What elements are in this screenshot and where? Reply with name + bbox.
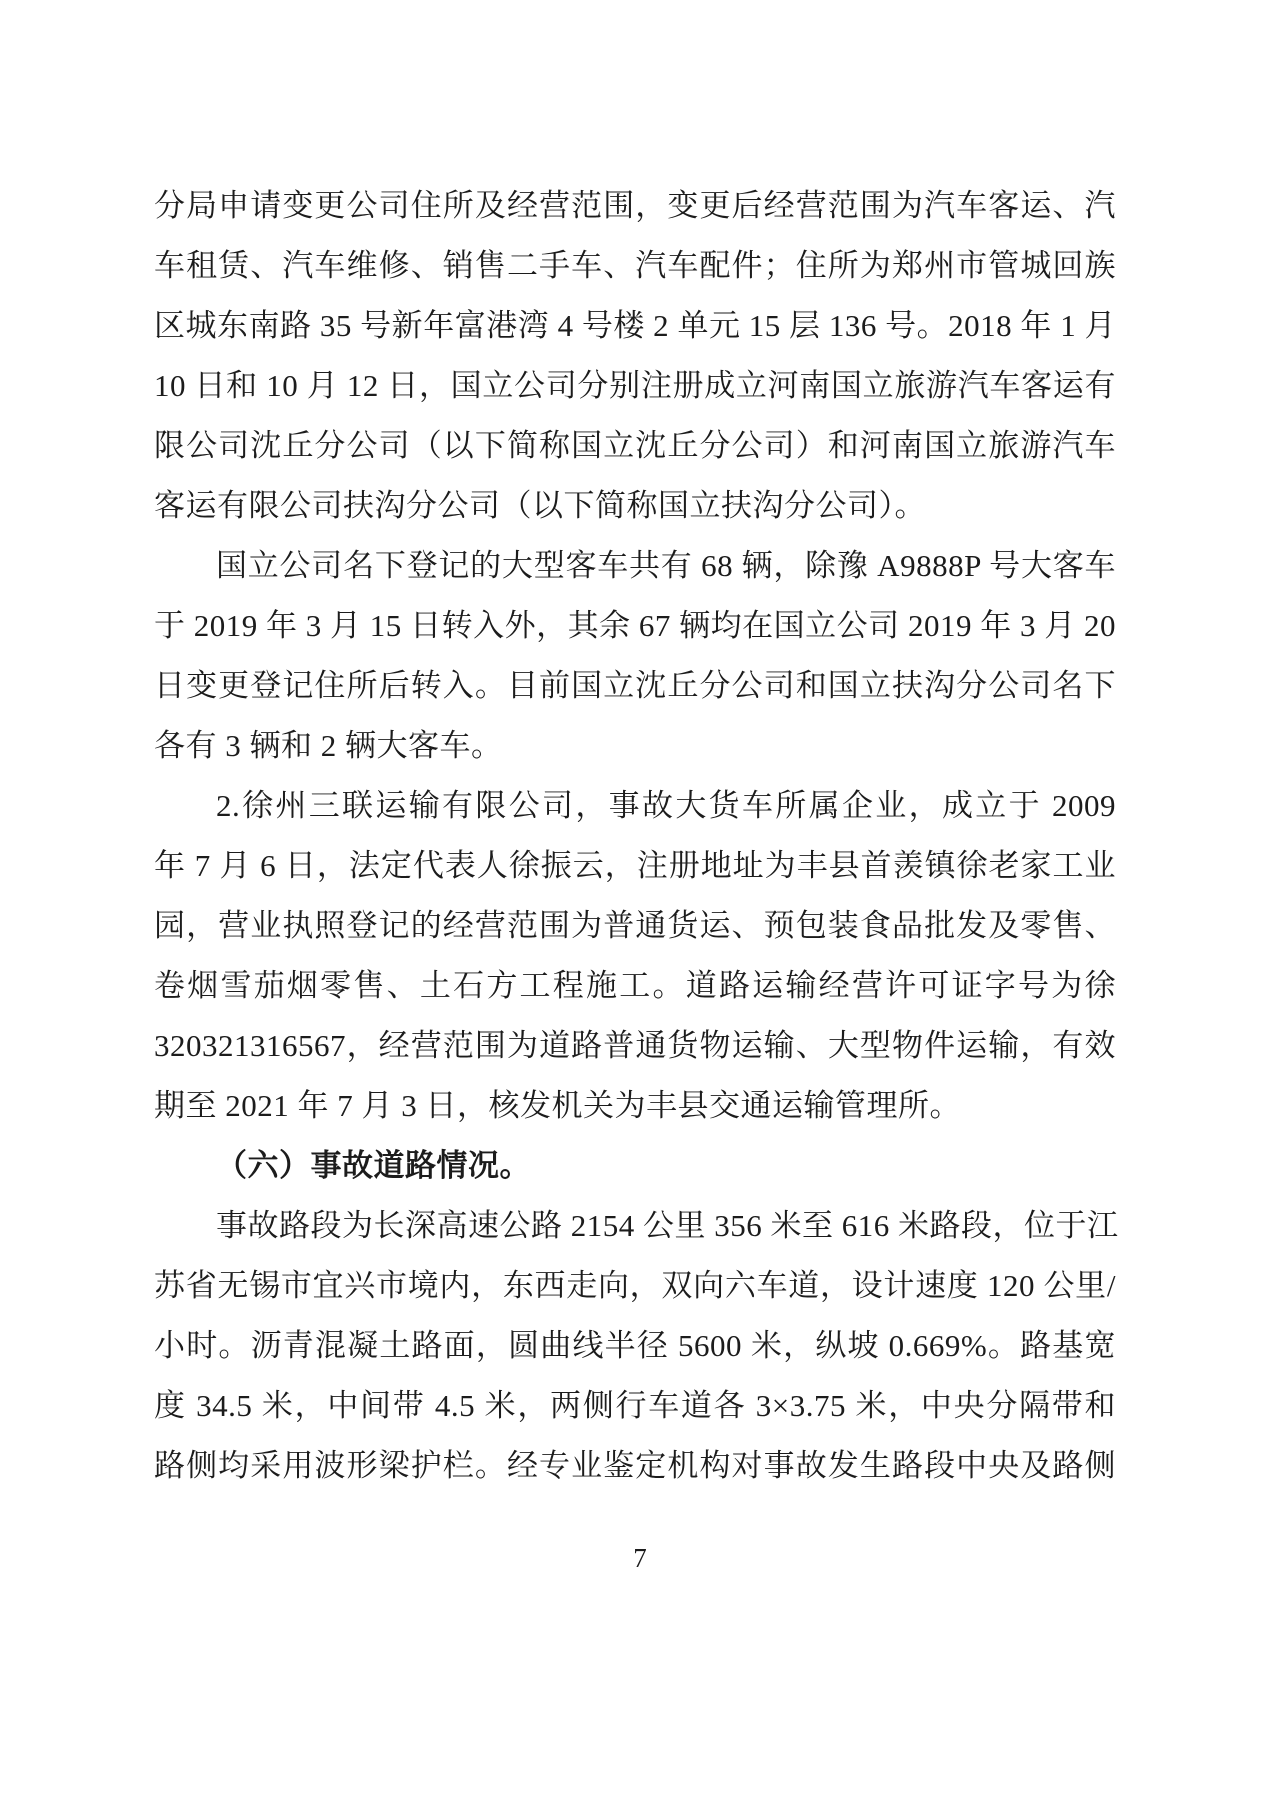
document-line: 区城东南路 35 号新年富港湾 4 号楼 2 单元 15 层 136 号。2018 年 1 月 — [154, 308, 1116, 343]
document-line: 各有 3 辆和 2 辆大客车。 — [154, 728, 503, 763]
document-line: 小时。沥青混凝土路面，圆曲线半径 5600 米，纵坡 0.669%。路基宽 — [154, 1328, 1116, 1363]
document-line: 日变更登记住所后转入。目前国立沈丘分公司和国立扶沟分公司名下 — [154, 668, 1116, 703]
document-body — [154, 176, 1119, 1496]
document-line: 园，营业执照登记的经营范围为普通货运、预包装食品批发及零售、 — [154, 908, 1116, 943]
document-line: 10 日和 10 月 12 日，国立公司分别注册成立河南国立旅游汽车客运有 — [154, 368, 1116, 403]
document-line: 苏省无锡市宜兴市境内，东西走向，双向六车道，设计速度 120 公里/ — [154, 1268, 1116, 1303]
document-line: 期至 2021 年 7 月 3 日，核发机关为丰县交通运输管理所。 — [154, 1088, 961, 1123]
document-line: 于 2019 年 3 月 15 日转入外，其余 67 辆均在国立公司 2019 年 3 月 20 — [154, 608, 1116, 643]
document-line: 卷烟雪茄烟零售、土石方工程施工。道路运输经营许可证字号为徐 — [154, 968, 1116, 1003]
document-line: 2.徐州三联运输有限公司，事故大货车所属企业，成立于 2009 — [216, 788, 1116, 823]
page-number: 7 — [633, 1543, 647, 1573]
document-line: 车租赁、汽车维修、销售二手车、汽车配件；住所为郑州市管城回族 — [154, 248, 1116, 283]
document-line: 国立公司名下登记的大型客车共有 68 辆，除豫 A9888P 号大客车 — [216, 548, 1116, 583]
document-line: 限公司沈丘分公司（以下简称国立沈丘分公司）和河南国立旅游汽车 — [154, 428, 1116, 463]
document-line: 路侧均采用波形梁护栏。经专业鉴定机构对事故发生路段中央及路侧 — [154, 1448, 1116, 1483]
section-heading: （六）事故道路情况。 — [216, 1148, 531, 1183]
document-line: 事故路段为长深高速公路 2154 公里 356 米至 616 米路段，位于江 — [216, 1208, 1119, 1243]
document-line: 320321316567，经营范围为道路普通货物运输、大型物件运输，有效 — [154, 1028, 1116, 1063]
document-line: 分局申请变更公司住所及经营范围，变更后经营范围为汽车客运、汽 — [154, 188, 1116, 223]
document-line: 年 7 月 6 日，法定代表人徐振云，注册地址为丰县首羡镇徐老家工业 — [154, 848, 1116, 883]
document-line: 客运有限公司扶沟分公司（以下简称国立扶沟分公司）。 — [154, 488, 926, 523]
document-line: 度 34.5 米，中间带 4.5 米，两侧行车道各 3×3.75 米，中央分隔带和 — [154, 1388, 1116, 1423]
